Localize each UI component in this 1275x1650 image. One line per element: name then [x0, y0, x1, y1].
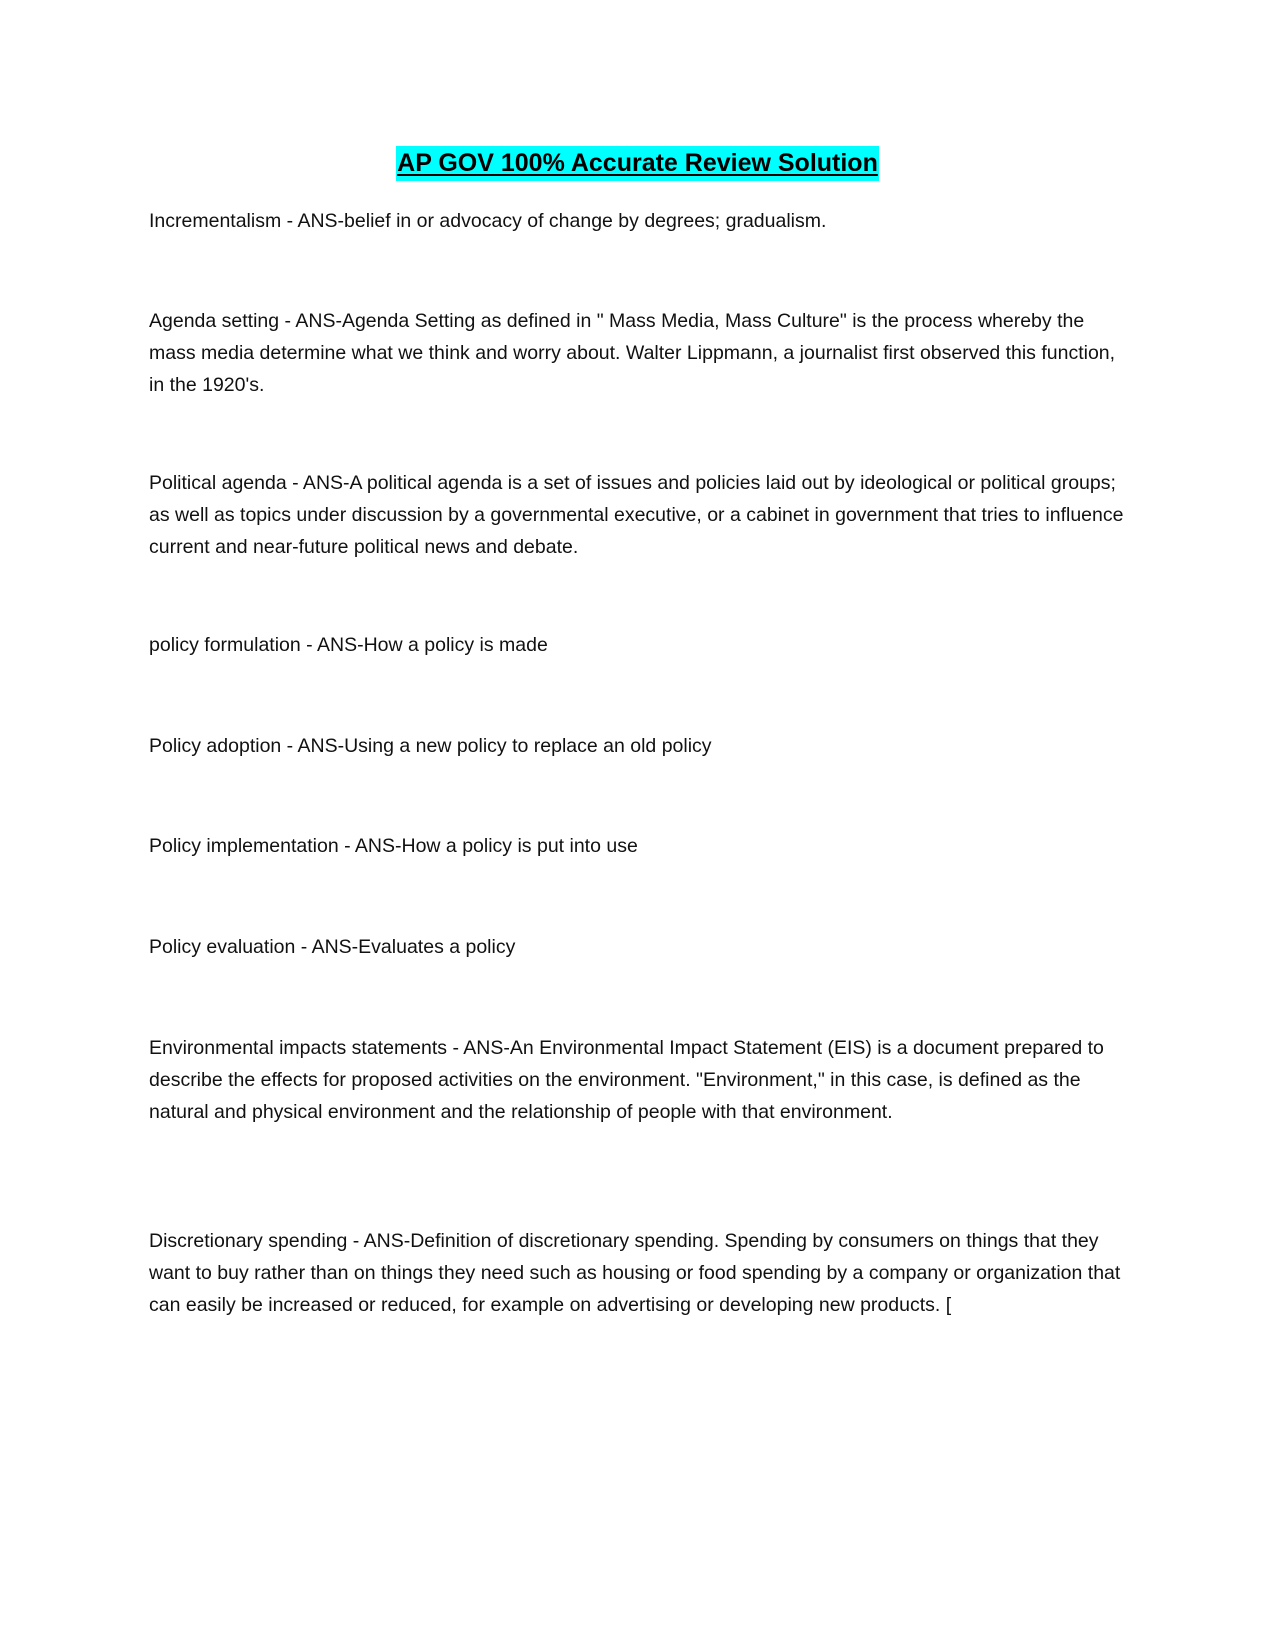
- definition-entry-environmental-impacts: Environmental impacts statements - ANS-An Environmental Impact Statement (EIS) is a document prepared to describe the effects for proposed activities on the environment. "Environment," in this case, is defined as the natural and physical environment and the relationship of people with that environment.: [149, 1037, 1104, 1123]
- definition-entry-discretionary-spending: Discretionary spending - ANS-Definition of discretionary spending. Spending by consumers on things that they want to buy rather than on things they need such as housing or food spending by a company or organization that can easily be increased or reduced, for example on advertising or developing new products. [: [149, 1230, 1121, 1316]
- definition-entry-incrementalism: Incrementalism - ANS-belief in or advocacy of change by degrees; gradualism.: [149, 210, 827, 232]
- title-container: [0, 146, 1275, 181]
- definition-entry-political-agenda: Political agenda - ANS-A political agenda is a set of issues and policies laid out by ideological or political groups; as well as topics under discussion by a governmental executive, or a cabinet in government that tries to influence current and near-future political news and debate.: [149, 472, 1124, 558]
- definition-entry-policy-evaluation: Policy evaluation - ANS-Evaluates a policy: [149, 936, 516, 958]
- definition-entry-agenda-setting: Agenda setting - ANS-Agenda Setting as defined in " Mass Media, Mass Culture" is the process whereby the mass media determine what we think and worry about. Walter Lippmann, a journalist first observed this function, in the 1920's.: [149, 310, 1116, 396]
- page-title: AP GOV 100% Accurate Review Solution: [396, 146, 879, 181]
- definition-entry-policy-adoption: Policy adoption - ANS-Using a new policy to replace an old policy: [149, 735, 712, 757]
- definition-entry-policy-implementation: Policy implementation - ANS-How a policy is put into use: [149, 835, 638, 857]
- definition-entry-policy-formulation: policy formulation - ANS-How a policy is made: [149, 634, 548, 656]
